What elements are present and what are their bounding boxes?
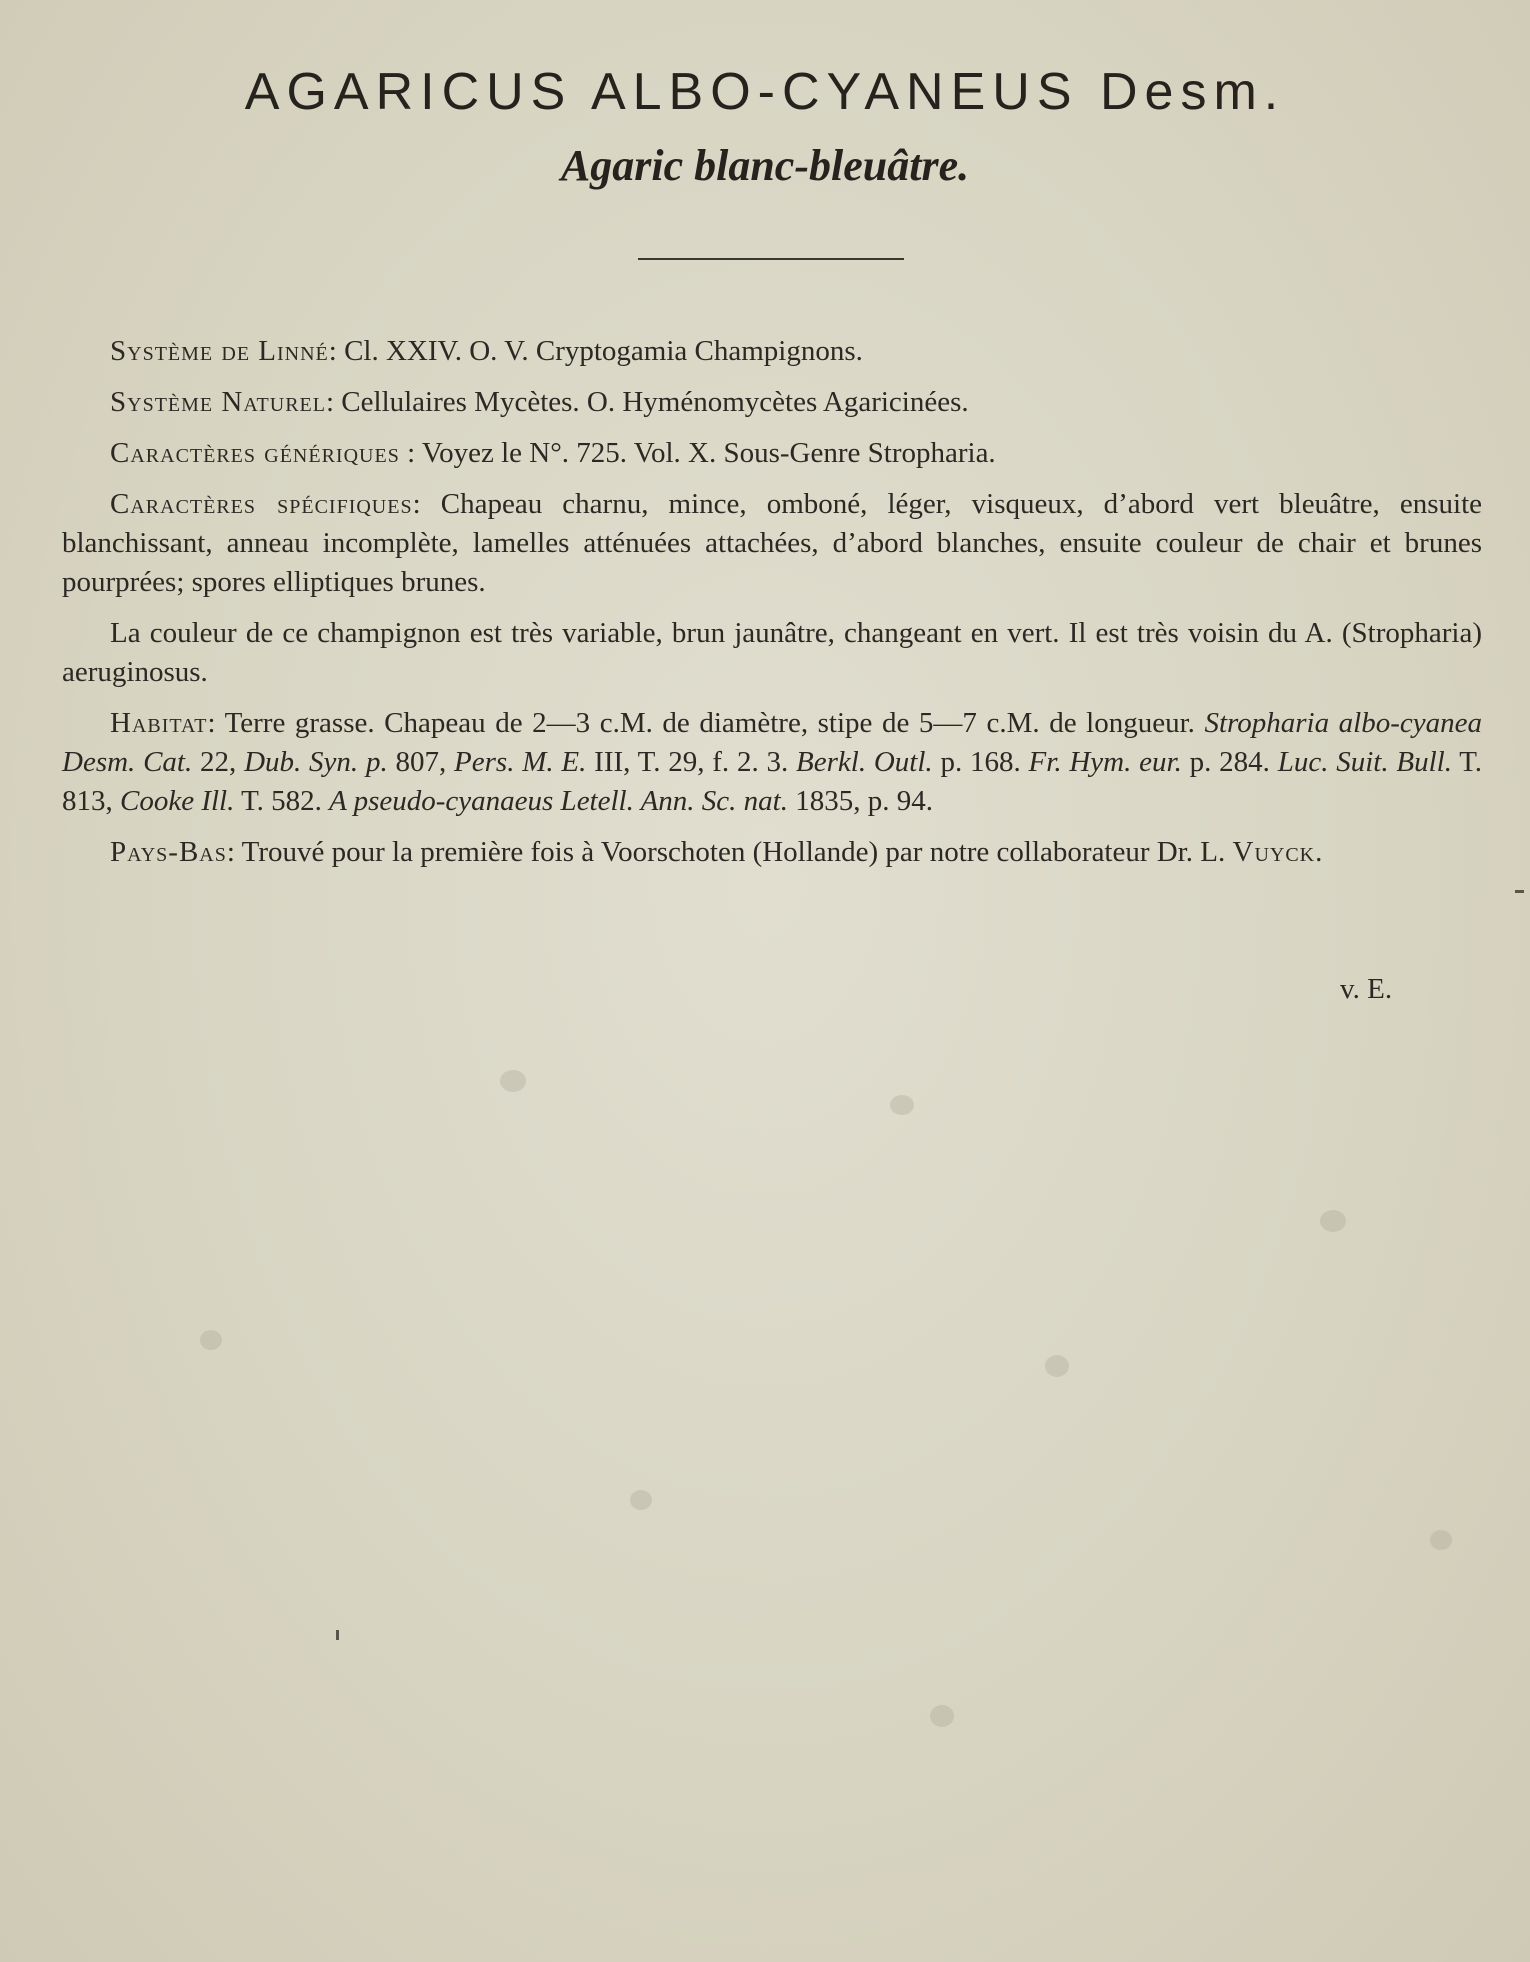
paragraph-linnean-system: Système de Linné: Cl. XXIV. O. V. Cryptogamia Champignons. xyxy=(110,335,863,367)
reference-text: p. 284. xyxy=(1181,746,1278,778)
paragraph-habitat: Habitat: Terre grasse. Chapeau de 2—3 c.M. de diamètre, stipe de 5—7 c.M. de longueur. Stropharia albo-cyanea Desm. Cat. 22, Dub. Syn. p. 807, Pers. M. E. III, T. 29, f. 2. 3. Berkl. Outl. p. 168. Fr. Hym. eur. p. 284. Luc. Suit. Bull. T. 813, Cooke Ill. T. 582. A pseudo-cyanaeus Letell. Ann. Sc. nat. 1835, p. 94. xyxy=(62,707,1483,817)
reference-italic: Berkl. Outl. xyxy=(796,746,933,778)
page-title: AGARICUS ALBO-CYANEUS Desm. xyxy=(244,63,1286,121)
stray-mark xyxy=(336,1630,339,1640)
reference-text: 807, xyxy=(387,746,455,778)
title-divider xyxy=(638,258,904,260)
paragraph-natural-system: Système Naturel: Cellulaires Mycètes. O. Hyménomycètes Agaricinées. xyxy=(110,386,969,418)
paper-spot xyxy=(890,1095,914,1115)
paper-spot xyxy=(930,1705,954,1727)
paragraph-color-note xyxy=(62,614,1482,692)
reference-italic: Luc. Suit. Bull. xyxy=(1277,746,1452,778)
author-signature: v. E. xyxy=(1340,973,1393,1005)
reference-italic: A pseudo-cyanaeus Letell. Ann. Sc. nat. xyxy=(329,785,788,817)
paragraph-label: Système Naturel xyxy=(110,386,326,418)
reference-text: 1835, p. 94. xyxy=(787,785,933,817)
paragraph-text: Chapeau charnu, mince, omboné, léger, visqueux, d’abord vert bleuâtre, ensuite blanchissant, anneau incomplète, lamelles atténuées attachées, d’abord blanches, ensuite couleur de chair et brunes pourprées; spores elliptiques brunes. xyxy=(62,488,1482,598)
paragraph-text: Trouvé pour la première fois à Voorschoten (Hollande) par notre collaborateur Dr. L. xyxy=(241,836,1226,868)
paragraph-generic-characters: Caractères génériques : Voyez le N°. 725. Vol. X. Sous-Genre Stropharia. xyxy=(110,437,996,469)
paragraph-label: Caractères spécifiques xyxy=(110,488,413,520)
page-subtitle: Agaric blanc-bleuâtre. xyxy=(560,141,970,190)
paper-spot xyxy=(1430,1530,1452,1550)
paragraph-specific-characters: Caractères spécifiques: Chapeau charnu, mince, omboné, léger, visqueux, d’abord vert bleuâtre, ensuite blanchissant, anneau incomplète, lamelles atténuées attachées, d’abord blanches, ensuite couleur de chair et brunes pourprées; spores elliptiques brunes. xyxy=(62,488,1482,598)
description-body xyxy=(62,332,1482,884)
paragraph-label: Pays-Bas xyxy=(110,836,227,868)
paper-spot xyxy=(630,1490,652,1510)
reference-italic: Fr. Hym. eur. xyxy=(1028,746,1182,778)
reference-italic: Dub. Syn. p. xyxy=(244,746,388,778)
paragraph-text: Cellulaires Mycètes. O. Hyménomycètes Agaricinées. xyxy=(341,386,969,418)
paragraph-text: La couleur de ce champignon est très variable, brun jaunâtre, changeant en vert. Il est très voisin du A. (Stropharia) aeruginosus. xyxy=(62,617,1482,688)
reference-text: p. 168. xyxy=(932,746,1029,778)
paragraph-label: Habitat xyxy=(110,707,208,739)
paragraph-label: Caractères génériques xyxy=(110,437,400,469)
reference-italic: Cooke Ill. xyxy=(120,785,235,817)
reference-text: 22, xyxy=(192,746,245,778)
reference-italic: Pers. M. E. xyxy=(454,746,587,778)
paper-spot xyxy=(500,1070,526,1092)
edge-mark xyxy=(1515,890,1524,893)
reference-text: T. 813, xyxy=(62,746,1483,817)
paragraph-netherlands: Pays-Bas: Trouvé pour la première fois à Voorschoten (Hollande) par notre collaborateur Dr. L. Vuyck. xyxy=(110,836,1324,868)
reference-italic: Stropharia albo-cyanea Desm. Cat. xyxy=(62,707,1482,778)
collaborator-name: Vuyck. xyxy=(1232,836,1324,868)
paragraph-text: Voyez le N°. 725. Vol. X. Sous-Genre Stropharia. xyxy=(421,437,996,469)
reference-text: T. 582. xyxy=(234,785,330,817)
paper-spot xyxy=(1320,1210,1346,1232)
paragraph-text: Terre grasse. Chapeau de 2—3 c.M. de diamètre, stipe de 5—7 c.M. de longueur. xyxy=(224,707,1195,739)
paragraph-text: Cl. XXIV. O. V. Cryptogamia Champignons. xyxy=(344,335,863,367)
reference-text: III, T. 29, f. 2. 3. xyxy=(586,746,797,778)
paragraph-label: Système de Linné xyxy=(110,335,329,367)
paper-spot xyxy=(200,1330,222,1350)
paper-spot xyxy=(1045,1355,1069,1377)
